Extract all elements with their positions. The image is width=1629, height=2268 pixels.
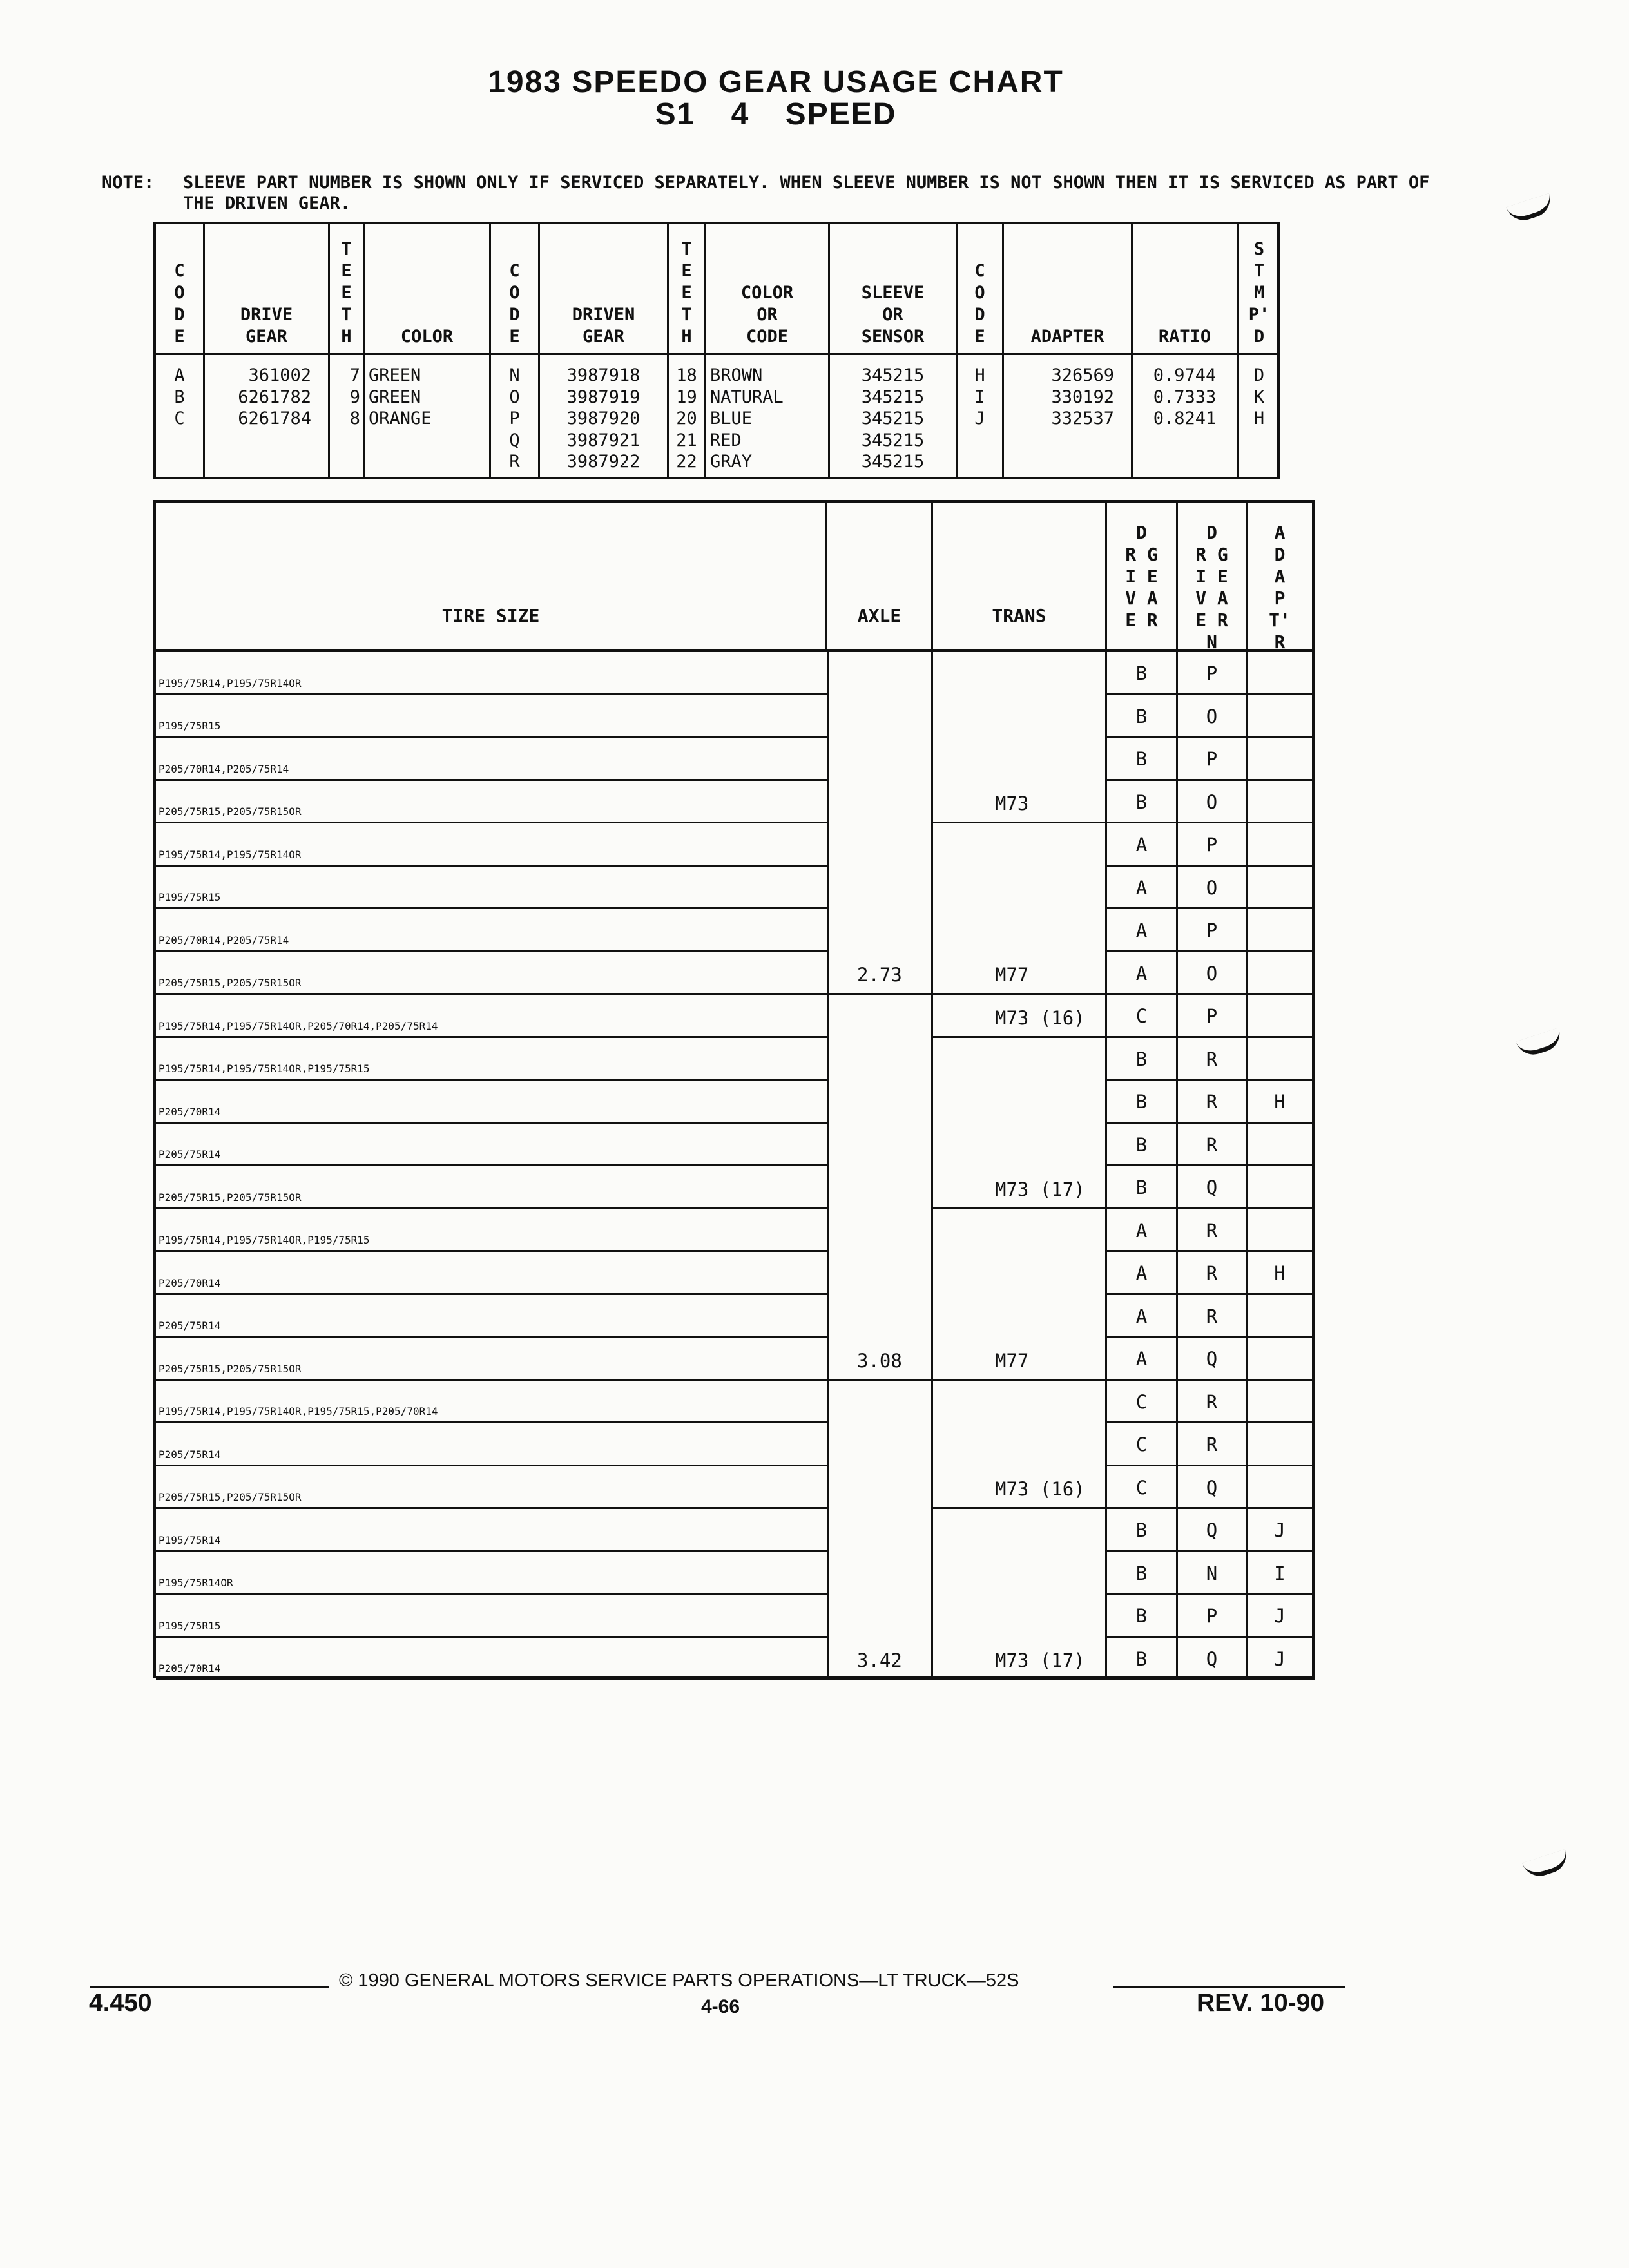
body-code3 [958,365,1002,430]
header-adapter: ADAPTER [1030,327,1104,347]
binder-mark [1522,1849,1571,1881]
adapter-code: J [1248,1638,1315,1681]
adapter-code [1248,1338,1315,1381]
tire-size: P195/75R14,P195/75R14OR,P195/75R15,P205/70R14 [159,1405,438,1418]
parts-cell: 345215 [861,430,925,450]
driven-gear-code: R [1178,1252,1248,1295]
parts-cell: BLUE [710,408,753,428]
tire-size: P205/75R15,P205/75R15OR [159,805,302,818]
header-drive-gear: DRIVE GEAR [240,305,293,347]
drive-gear-code: A [1107,867,1178,910]
header-axle-label: AXLE [857,605,901,626]
drive-gear-code: B [1107,1081,1178,1124]
body-driven-gear [540,365,667,473]
parts-cell: H [1253,408,1265,428]
driven-gear-code: O [1178,781,1248,824]
parts-cell: 345215 [861,387,925,407]
tire-size: P195/75R14,P195/75R14OR [159,848,302,861]
tire-size-cell [156,995,827,1038]
parts-cell: 22 [676,452,697,472]
parts-cell: Q [509,430,520,450]
col-color [365,224,491,477]
axle-group [827,652,933,995]
driven-gear-code: R [1178,1081,1248,1124]
tire-size: P205/70R14,P205/75R14 [159,934,289,947]
trans-value: M73 (16) [995,1006,1085,1029]
parts-cell: R [509,452,520,472]
driven-gear-code: P [1178,1595,1248,1638]
tire-size-cell [156,909,827,952]
parts-cell: BROWN [710,365,763,385]
footer-page-number: 4-66 [701,1996,740,2017]
tire-size-cell [156,1595,827,1638]
header-tire-size-label: TIRE SIZE [441,605,540,626]
parts-cell: 345215 [861,365,925,385]
body-teeth1 [330,365,363,430]
driven-gear-code: R [1178,1381,1248,1424]
drive-gear-code: A [1107,823,1178,867]
driven-gear-code: P [1178,995,1248,1038]
parts-cell: D [1253,365,1265,385]
tire-size-cell [156,1166,827,1209]
header-drive-gear-code [1107,503,1178,652]
col-adapter [1004,224,1133,477]
parts-cell: 8 [349,408,360,428]
col-code2 [491,224,540,477]
body-color [365,365,489,430]
tire-size: P205/75R15,P205/75R15OR [159,1362,302,1375]
parts-cell: 3987922 [566,452,641,472]
header-adapter-code [1248,503,1315,652]
body-code1 [156,365,203,430]
trans-value: M73 (16) [995,1478,1085,1500]
adapter-code [1248,781,1315,824]
parts-cell: C [174,408,185,428]
driven-gear-code: R [1178,1209,1248,1253]
body-teeth2 [669,365,704,473]
tire-size: P195/75R14,P195/75R14OR,P195/75R15 [159,1062,370,1075]
tire-size-cell [156,1295,827,1338]
driven-gear-code: N [1178,1552,1248,1595]
drive-gear-code: C [1107,1381,1178,1424]
driven-gear-code: R [1178,1124,1248,1167]
parts-cell: H [974,365,985,385]
adapter-code: J [1248,1509,1315,1552]
header-code1: C O D E [174,261,185,347]
tire-size-cell [156,1552,827,1595]
header-trans-label: TRANS [992,605,1046,626]
adapter-code [1248,867,1315,910]
driven-gear-code: R [1178,1295,1248,1338]
driven-gear-code: P [1178,823,1248,867]
axle-value: 3.42 [857,1649,902,1671]
col-code3 [958,224,1004,477]
parts-cell: 330192 [1051,387,1114,407]
driven-gear-code: O [1178,952,1248,995]
trans-value: M73 [995,793,1029,814]
tire-size-cell [156,1081,827,1124]
trans-value: M77 [995,964,1029,986]
parts-cell: 0.8241 [1153,408,1217,428]
header-code3: C O D E [974,261,985,347]
tire-size: P195/75R14OR [159,1577,233,1589]
binder-mark [1506,193,1555,225]
drive-gear-code: A [1107,1295,1178,1338]
tire-size-cell [156,695,827,738]
parts-cell: GREEN [369,387,421,407]
adapter-code [1248,1381,1315,1424]
driven-gear-code: O [1178,867,1248,910]
header-teeth1: T E E T H [341,239,352,347]
parts-cell: 345215 [861,452,925,472]
adapter-code: H [1248,1081,1315,1124]
adapter-code [1248,1295,1315,1338]
adapter-code [1248,1209,1315,1253]
parts-cell: 0.9744 [1153,365,1217,385]
parts-cell: 6261782 [238,387,311,407]
parts-cell: 9 [349,387,360,407]
trans-value: M77 [995,1349,1029,1372]
tire-size: P205/70R14 [159,1105,221,1118]
drive-gear-code: B [1107,1038,1178,1081]
col-color-code [706,224,830,477]
col-ratio [1133,224,1239,477]
drive-gear-code: A [1107,1252,1178,1295]
footer-rule-left [90,1986,329,1988]
header-tire-size [156,503,827,652]
adapter-code: J [1248,1595,1315,1638]
axle-value: 2.73 [857,964,902,986]
trans-value: M73 (17) [995,1178,1085,1200]
drive-gear-code: B [1107,1124,1178,1167]
parts-cell: 326569 [1051,365,1114,385]
tire-size: P205/75R14 [159,1320,221,1332]
adapter-code [1248,1038,1315,1081]
adapter-code [1248,1466,1315,1510]
note-text: SLEEVE PART NUMBER IS SHOWN ONLY IF SERVICED SEPARATELY. WHEN SLEEVE NUMBER IS NOT SHOWN THEN IT IS SERVICED AS PART OF THE DRIVEN GEAR. [183,173,1430,213]
tire-size-cell [156,1209,827,1253]
tire-size-cell [156,738,827,781]
tire-size: P205/75R14 [159,1448,221,1461]
body-color-code [706,365,828,473]
col-drive-gear [205,224,330,477]
header-stmpd: S T M P' D [1248,239,1270,347]
adapter-code: I [1248,1552,1315,1595]
header-color: COLOR [400,327,454,347]
note-label: NOTE: [102,173,155,193]
tire-size-cell [156,1381,827,1424]
page-title: 1983 SPEEDO GEAR USAGE CHART [488,65,1064,99]
tire-size-cell [156,1466,827,1510]
drive-gear-code: B [1107,1509,1178,1552]
col-teeth1 [330,224,365,477]
header-driven-gear-code [1178,503,1248,652]
parts-cell: RED [710,430,742,450]
parts-cell: 3987921 [566,430,641,450]
tire-size-cell [156,781,827,824]
adapter-code [1248,695,1315,738]
footer-copyright: © 1990 GENERAL MOTORS SERVICE PARTS OPERATIONS—LT TRUCK—52S [339,1970,1019,1991]
drive-gear-code: A [1107,909,1178,952]
parts-cell: GREEN [369,365,421,385]
footer-section: 4.450 [89,1989,152,2017]
driven-gear-code: P [1178,738,1248,781]
drive-gear-code: A [1107,1338,1178,1381]
parts-cell: 19 [676,387,697,407]
parts-cell: I [974,387,985,407]
tire-size-cell [156,952,827,995]
adapter-code [1248,909,1315,952]
col-sleeve [830,224,958,477]
drive-gear-code: C [1107,995,1178,1038]
parts-cell: 6261784 [238,408,311,428]
binder-mark [1516,1028,1565,1059]
parts-cell: 7 [349,365,360,385]
tire-size-cell [156,1509,827,1552]
parts-cell: ORANGE [369,408,432,428]
tire-size: P205/70R14 [159,1276,221,1289]
header-trans [933,503,1107,652]
tire-size: P205/75R15,P205/75R15OR [159,1491,302,1503]
header-color-code: COLOR OR CODE [740,283,794,347]
parts-cell: GRAY [710,452,753,472]
parts-cell: 20 [676,408,697,428]
tire-size-cell [156,1423,827,1466]
header-ratio: RATIO [1158,327,1211,347]
tire-size-cell [156,1638,827,1681]
parts-cell: N [509,365,520,385]
tire-size: P205/75R15,P205/75R15OR [159,977,302,989]
driven-gear-code: Q [1178,1466,1248,1510]
parts-cell: P [509,408,520,428]
adapter-code [1248,952,1315,995]
tire-size: P205/70R14,P205/75R14 [159,762,289,775]
tire-size-cell [156,1038,827,1081]
drive-gear-code: A [1107,952,1178,995]
driven-gear-code: P [1178,652,1248,695]
drive-gear-code: B [1107,695,1178,738]
drive-gear-code: B [1107,738,1178,781]
tire-size: P205/70R14 [159,1662,221,1675]
parts-cell: J [974,408,985,428]
driven-gear-code: Q [1178,1166,1248,1209]
body-ratio [1133,365,1237,430]
col-code1 [156,224,205,477]
drive-gear-code: C [1107,1423,1178,1466]
adapter-code [1248,1166,1315,1209]
drive-gear-code: B [1107,652,1178,695]
tire-size: P195/75R15 [159,1619,221,1632]
footer-rule-right [1113,1986,1345,1988]
tire-size-cell [156,1124,827,1167]
parts-cell: 361002 [248,365,311,385]
parts-table [153,222,1280,479]
drive-gear-code: B [1107,1595,1178,1638]
adapter-code: H [1248,1252,1315,1295]
header-sleeve: SLEEVE OR SENSOR [861,283,925,347]
driven-gear-code: O [1178,695,1248,738]
adapter-code [1248,652,1315,695]
parts-cell: 3987918 [566,365,641,385]
axle-value: 3.08 [857,1349,902,1372]
header-axle [827,503,933,652]
col-teeth2 [669,224,706,477]
axle-group [827,995,933,1381]
parts-cell: 332537 [1051,408,1114,428]
parts-cell: K [1253,387,1265,407]
body-stmpd [1239,365,1280,430]
header-code2: C O D E [509,261,520,347]
tire-size-cell [156,1338,827,1381]
driven-gear-code: R [1178,1423,1248,1466]
drive-gear-code: C [1107,1466,1178,1510]
drive-gear-code: B [1107,781,1178,824]
tire-size: P195/75R14,P195/75R14OR,P205/70R14,P205/75R14 [159,1019,438,1032]
tire-size: P195/75R15 [159,720,221,732]
page-subtitle: S1 4 SPEED [655,97,897,131]
driven-gear-code: R [1178,1038,1248,1081]
parts-cell: 3987919 [566,387,641,407]
body-drive-gear [205,365,328,430]
driven-gear-code: Q [1178,1638,1248,1681]
tire-size-cell [156,1252,827,1295]
axle-group [827,1381,933,1681]
parts-cell: NATURAL [710,387,784,407]
usage-table [153,500,1315,1678]
adapter-code [1248,995,1315,1038]
drive-gear-code: B [1107,1166,1178,1209]
driven-gear-code: P [1178,909,1248,952]
trans-value: M73 (17) [995,1649,1085,1671]
drive-gear-code: A [1107,1209,1178,1253]
header-driven-gear: DRIVEN GEAR [572,305,635,347]
drive-gear-code: B [1107,1638,1178,1681]
adapter-code [1248,738,1315,781]
tire-size: P205/75R15,P205/75R15OR [159,1191,302,1204]
header-teeth2: T E E T H [681,239,692,347]
tire-size: P195/75R14 [159,1533,221,1546]
header-adapter-code-label: A D A P T' R [1269,522,1291,653]
header-driven-gear-code-label: D R G I E V A E R N [1195,522,1228,653]
col-driven-gear [540,224,669,477]
adapter-code [1248,1124,1315,1167]
footer-revision: REV. 10-90 [1197,1989,1325,2017]
col-stmpd [1239,224,1280,477]
tire-size: P195/75R15 [159,891,221,903]
tire-size: P195/75R14,P195/75R14OR,P195/75R15 [159,1234,370,1246]
tire-size-cell [156,867,827,910]
adapter-code [1248,1423,1315,1466]
parts-cell: 3987920 [566,408,641,428]
tire-size-cell [156,823,827,867]
header-drive-gear-code-label: D R G I E V A E R [1125,522,1158,631]
driven-gear-code: Q [1178,1338,1248,1381]
tire-size: P195/75R14,P195/75R14OR [159,677,302,689]
parts-cell: 345215 [861,408,925,428]
driven-gear-code: Q [1178,1509,1248,1552]
adapter-code [1248,823,1315,867]
drive-gear-code: B [1107,1552,1178,1595]
tire-size-cell [156,652,827,695]
parts-cell: 0.7333 [1153,387,1217,407]
parts-cell: B [174,387,185,407]
parts-cell: 18 [676,365,697,385]
body-sleeve [830,365,956,473]
parts-cell: A [174,365,185,385]
parts-cell: O [509,387,520,407]
body-adapter [1004,365,1131,430]
tire-size: P205/75R14 [159,1148,221,1160]
body-code2 [491,365,538,473]
parts-cell: 21 [676,430,697,450]
